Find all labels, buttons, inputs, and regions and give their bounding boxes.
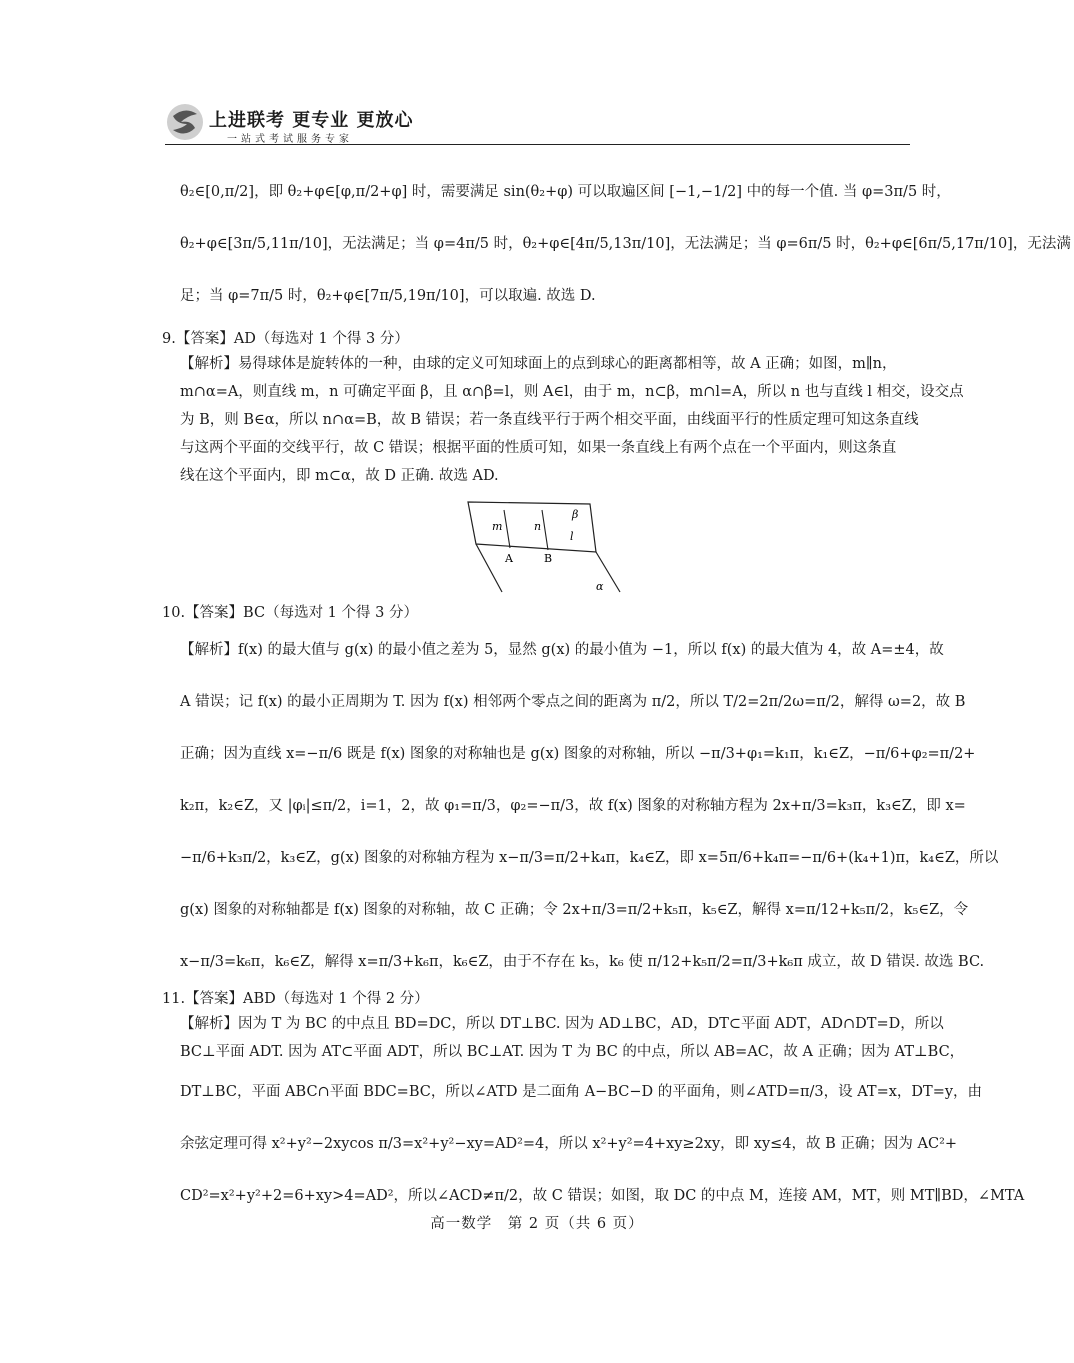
label-B: B: [544, 552, 553, 565]
text-line: θ₂+φ∈[3π/5,11π/10]，无法满足；当 φ=4π/5 时，θ₂+φ∈[4π/5,13π/10]，无法满足；当 φ=6π/5 时，θ₂+φ∈[6π/5,17π/10]，无法满: [180, 236, 1071, 252]
text-line: m∩α=A，则直线 m，n 可确定平面 β，且 α∩β=l，则 A∈l，由于 m，n⊂β，m∩l=A，所以 n 也与直线 l 相交，设交点: [180, 384, 964, 400]
text-line: DT⊥BC，平面 ABC∩平面 BDC=BC，所以∠ATD 是二面角 A−BC−D 的平面角，则∠ATD=π/3，设 AT=x，DT=y，由: [180, 1084, 983, 1100]
text-line: k₂π，k₂∈Z，又 |φᵢ|≤π/2，i=1，2，故 φ₁=π/3，φ₂=−π/3，故 f(x) 图象的对称轴方程为 2x+π/3=k₃π，k₃∈Z，即 x=: [180, 798, 966, 814]
q10-answer: 10.【答案】BC（每选对 1 个得 3 分）: [162, 605, 418, 621]
header-rule: [165, 144, 910, 145]
plane-diagram: [464, 500, 624, 596]
text-line: 为 B，则 B∈α，所以 n∩α=B，故 B 错误；若一条直线平行于两个相交平面，由线面平行的性质定理可知这条直线: [180, 412, 919, 428]
text-line: A 错误；记 f(x) 的最小正周期为 T. 因为 f(x) 相邻两个零点之间的距离为 π/2，所以 T/2=2π/2ω=π/2，解得 ω=2，故 B: [180, 694, 966, 710]
text-line: 线在这个平面内，即 m⊂α，故 D 正确. 故选 AD.: [180, 468, 499, 484]
brand-slogan: 上进联考 更专业 更放心: [209, 110, 414, 131]
label-alpha: α: [596, 580, 604, 593]
text-line: 【解析】易得球体是旋转体的一种，由球的定义可知球面上的点到球心的距离都相等，故 A 正确；如图，m∥n，: [180, 356, 897, 372]
text-line: BC⊥平面 ADT. 因为 AT⊂平面 ADT，所以 BC⊥AT. 因为 T 为 BC 的中点，所以 AB=AC，故 A 正确；因为 AT⊥BC，: [180, 1044, 965, 1060]
text-line: 【解析】f(x) 的最大值与 g(x) 的最小值之差为 5，显然 g(x) 的最小值为 −1，所以 f(x) 的最大值为 4，故 A=±4，故: [180, 642, 944, 658]
plane-figure: [180, 500, 910, 596]
label-l: l: [570, 530, 574, 543]
label-beta: β: [572, 508, 579, 521]
label-m: m: [492, 520, 503, 533]
q11-answer: 11.【答案】ABD（每选对 1 个得 2 分）: [162, 991, 429, 1007]
text-line: CD²=x²+y²+2=6+xy>4=AD²，所以∠ACD≠π/2，故 C 错误；如图，取 DC 的中点 M，连接 AM，MT，则 MT∥BD，∠MTA: [180, 1188, 1025, 1204]
text-line: −π/6+k₃π/2，k₃∈Z，g(x) 图象的对称轴方程为 x−π/3=π/2+k₄π，k₄∈Z，即 x=5π/6+k₄π=−π/6+(k₄+1)π，k₄∈Z，所以: [180, 850, 999, 866]
label-n: n: [534, 520, 542, 533]
text-line: x−π/3=k₆π，k₆∈Z，解得 x=π/3+k₆π，k₆∈Z，由于不存在 k₅，k₆ 使 π/12+k₅π/2=π/3+k₆π 成立，故 D 错误. 故选 BC.: [180, 954, 985, 970]
q9-answer: 9.【答案】AD（每选对 1 个得 3 分）: [162, 331, 409, 347]
text-line: 余弦定理可得 x²+y²−2xycos π/3=x²+y²−xy=AD²=4，所以 x²+y²=4+xy≥2xy，即 xy≤4，故 B 正确；因为 AC²+: [180, 1136, 958, 1152]
page-footer: 高一数学 第 2 页（共 6 页）: [430, 1216, 644, 1232]
text-line: θ₂∈[0,π/2]，即 θ₂+φ∈[φ,π/2+φ] 时，需要满足 sin(θ₂+φ) 可以取遍区间 [−1,−1/2] 中的每一个值. 当 φ=3π/5 时，: [180, 184, 951, 200]
page-body: [162, 166, 1071, 1222]
page-header: [165, 100, 910, 150]
text-line: 【解析】因为 T 为 BC 的中点且 BD=DC，所以 DT⊥BC. 因为 AD⊥BC，AD，DT⊂平面 ADT，AD∩DT=D，所以: [180, 1016, 944, 1032]
text-line: 与这两个平面的交线平行，故 C 错误；根据平面的性质可知，如果一条直线上有两个点在一个平面内，则这条直: [180, 440, 897, 456]
text-line: 足；当 φ=7π/5 时，θ₂+φ∈[7π/5,19π/10]，可以取遍. 故选 D.: [180, 288, 596, 304]
text-line: g(x) 图象的对称轴都是 f(x) 图象的对称轴，故 C 正确；令 2x+π/3=π/2+k₅π，k₅∈Z，解得 x=π/12+k₅π/2，k₅∈Z，令: [180, 902, 969, 918]
brand-tagline: 一站式考试服务专家: [227, 134, 353, 145]
logo-icon: [165, 102, 205, 142]
label-A: A: [505, 552, 513, 565]
text-line: 正确；因为直线 x=−π/6 既是 f(x) 图象的对称轴也是 g(x) 图象的对称轴，所以 −π/3+φ₁=k₁π，k₁∈Z，−π/6+φ₂=π/2+: [180, 746, 976, 762]
